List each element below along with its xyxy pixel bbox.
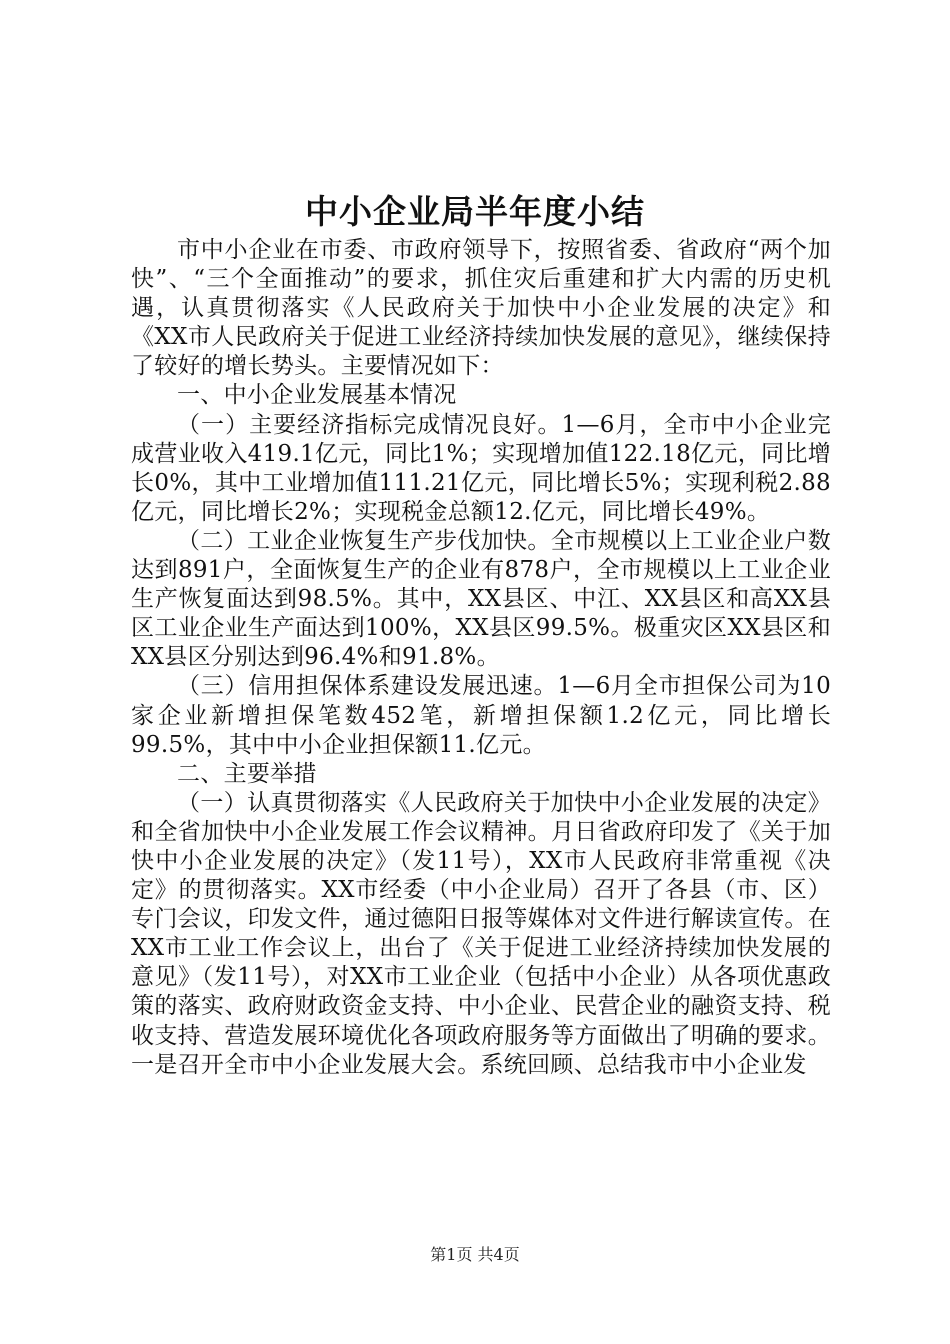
document-body: [131, 236, 831, 1080]
section-heading-2: 二、主要举措: [177, 760, 317, 787]
paragraph-1-2: （二）工业企业恢复生产步伐加快。全市规模以上工业企业户数达到891户，全面恢复生产的企业有878户，全市规模以上工业企业生产恢复面达到98.5%。其中，XX县区、中江、XX县区和高XX县区工业企业生产面达到100%，XX县区99.5%。极重灾区XX县区和XX县区分别达到96.4%和91.8%。: [131, 527, 831, 671]
intro-paragraph: 市中小企业在市委、市政府领导下，按照省委、省政府“两个加快”、“三个全面推动”的要求，抓住灾后重建和扩大内需的历史机遇，认真贯彻落实《人民政府关于加快中小企业发展的决定》和《XX市人民政府关于促进工业经济持续加快发展的意见》，继续保持了较好的增长势头。主要情况如下：: [131, 237, 831, 380]
paragraph-1-3: （三）信用担保体系建设发展迅速。1—6月全市担保公司为10家企业新增担保笔数452笔，新增担保额1.2亿元，同比增长99.5%，其中中小企业担保额11.亿元。: [131, 673, 831, 758]
paragraph-1-1: （一）主要经济指标完成情况良好。1—6月，全市中小企业完成营业收入419.1亿元，同比1%；实现增加值122.18亿元，同比增长0%，其中工业增加值111.21亿元，同比增长5%；实现利税2.88亿元，同比增长2%；实现税金总额12.亿元，同比增长49%。: [131, 411, 831, 525]
document-title: 中小企业局半年度小结: [305, 192, 645, 231]
page-footer: 第1页 共4页: [430, 1245, 520, 1264]
section-heading-1: 一、中小企业发展基本情况: [177, 382, 457, 409]
paragraph-2-1: （一）认真贯彻落实《人民政府关于加快中小企业发展的决定》和全省加快中小企业发展工作会议精神。月日省政府印发了《关于加快中小企业发展的决定》（发11号），XX市人民政府非常重视《决定》的贯彻落实。XX市经委（中小企业局）召开了各县（市、区）专门会议，印发文件，通过德阳日报等媒体对文件进行解读宣传。在XX市工业工作会议上，出台了《关于促进工业经济持续加快发展的意见》（发11号），对XX市工业企业（包括中小企业）从各项优惠政策的落实、政府财政资金支持、中小企业、民营企业的融资支持、税收支持、营造发展环境优化各项政府服务等方面做出了明确的要求。一是召开全市中小企业发展大会。系统回顾、总结我市中小企业发: [131, 789, 831, 1078]
